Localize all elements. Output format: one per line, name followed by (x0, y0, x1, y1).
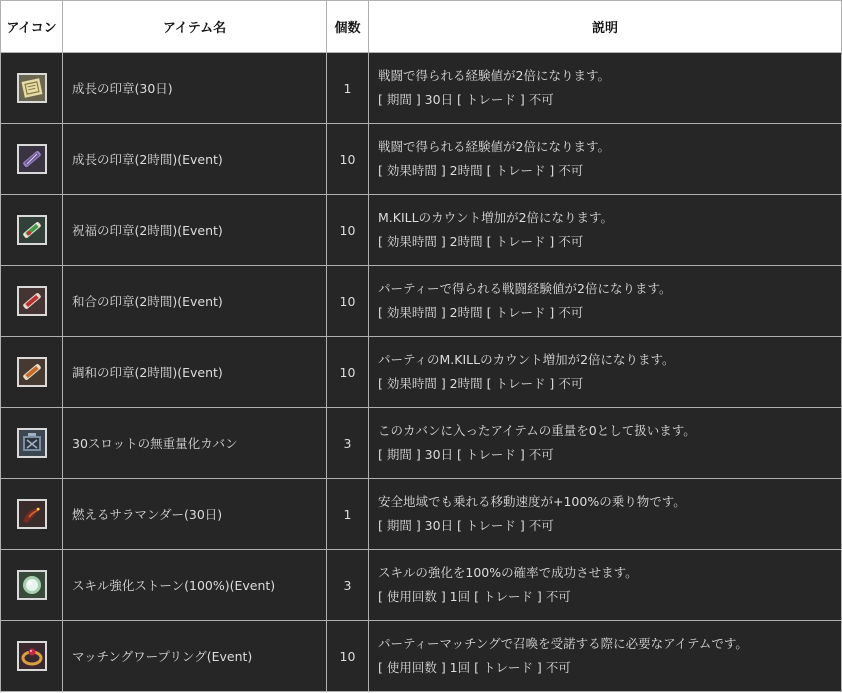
item-icon-cell (1, 408, 63, 479)
item-desc-terms: [ 期間 ] 30日 [ トレード ] 不可 (378, 447, 554, 462)
item-desc-effect: 戦闘で得られる経験値が2倍になります。 (378, 68, 610, 83)
item-desc (369, 337, 842, 408)
item-desc-terms: [ 期間 ] 30日 [ トレード ] 不可 (378, 92, 554, 107)
item-name: 成長の印章(2時間)(Event) (63, 124, 327, 195)
item-desc-terms: [ 使用回数 ] 1回 [ トレード ] 不可 (378, 660, 571, 675)
red-scroll-icon (17, 286, 47, 316)
item-desc-terms: [ 効果時間 ] 2時間 [ トレード ] 不可 (378, 234, 584, 249)
item-icon-cell (1, 124, 63, 195)
header-name: アイテム名 (63, 1, 327, 53)
item-qty: 10 (327, 266, 369, 337)
item-qty: 1 (327, 479, 369, 550)
item-name: 調和の印章(2時間)(Event) (63, 337, 327, 408)
item-desc-effect: 安全地域でも乗れる移動速度が+100%の乗り物です。 (378, 494, 686, 509)
table-row (1, 195, 842, 266)
item-icon-cell (1, 550, 63, 621)
item-icon-cell (1, 195, 63, 266)
header-desc: 説明 (369, 1, 842, 53)
item-icon-cell (1, 266, 63, 337)
table-row (1, 550, 842, 621)
header-row (1, 1, 842, 53)
item-desc-effect: パーティーマッチングで召喚を受諾する際に必要なアイテムです。 (378, 636, 748, 651)
item-qty: 10 (327, 124, 369, 195)
header-icon: アイコン (1, 1, 63, 53)
item-qty: 10 (327, 621, 369, 692)
table-row (1, 408, 842, 479)
item-icon-cell (1, 479, 63, 550)
ring-icon (17, 641, 47, 671)
item-desc (369, 266, 842, 337)
item-qty: 10 (327, 195, 369, 266)
item-qty: 3 (327, 408, 369, 479)
salamander-icon (17, 499, 47, 529)
item-desc (369, 195, 842, 266)
table-row (1, 337, 842, 408)
item-name: 燃えるサラマンダー(30日) (63, 479, 327, 550)
table-row (1, 266, 842, 337)
item-name: 和合の印章(2時間)(Event) (63, 266, 327, 337)
stone-icon (17, 570, 47, 600)
item-desc-effect: パーティーで得られる戦闘経験値が2倍になります。 (378, 281, 672, 296)
item-desc-effect: 戦闘で得られる経験値が2倍になります。 (378, 139, 610, 154)
item-desc-terms: [ 効果時間 ] 2時間 [ トレード ] 不可 (378, 305, 584, 320)
green-scroll-icon (17, 215, 47, 245)
table-row (1, 124, 842, 195)
item-desc (369, 53, 842, 124)
orange-scroll-icon (17, 357, 47, 387)
item-desc (369, 408, 842, 479)
table-row (1, 479, 842, 550)
item-qty: 10 (327, 337, 369, 408)
item-qty: 1 (327, 53, 369, 124)
table-row (1, 621, 842, 692)
item-name: スキル強化ストーン(100%)(Event) (63, 550, 327, 621)
item-desc (369, 124, 842, 195)
purple-scroll-icon (17, 144, 47, 174)
item-desc-terms: [ 効果時間 ] 2時間 [ トレード ] 不可 (378, 163, 584, 178)
seal-scroll-icon (17, 73, 47, 103)
header-qty: 個数 (327, 1, 369, 53)
item-desc (369, 550, 842, 621)
bag-icon (17, 428, 47, 458)
table-row (1, 53, 842, 124)
item-desc (369, 621, 842, 692)
item-desc-terms: [ 期間 ] 30日 [ トレード ] 不可 (378, 518, 554, 533)
item-icon-cell (1, 621, 63, 692)
item-icon-cell (1, 53, 63, 124)
item-desc-terms: [ 効果時間 ] 2時間 [ トレード ] 不可 (378, 376, 584, 391)
item-desc-effect: パーティのM.KILLのカウント増加が2倍になります。 (378, 352, 675, 367)
item-desc-effect: このカバンに入ったアイテムの重量を0として扱います。 (378, 423, 696, 438)
item-name: 30スロットの無重量化カバン (63, 408, 327, 479)
item-name: マッチングワープリング(Event) (63, 621, 327, 692)
item-desc-terms: [ 使用回数 ] 1回 [ トレード ] 不可 (378, 589, 571, 604)
item-desc (369, 479, 842, 550)
item-icon-cell (1, 337, 63, 408)
item-qty: 3 (327, 550, 369, 621)
item-desc-effect: スキルの強化を100%の確率で成功させます。 (378, 565, 638, 580)
item-name: 成長の印章(30日) (63, 53, 327, 124)
item-desc-effect: M.KILLのカウント増加が2倍になります。 (378, 210, 614, 225)
item-name: 祝福の印章(2時間)(Event) (63, 195, 327, 266)
